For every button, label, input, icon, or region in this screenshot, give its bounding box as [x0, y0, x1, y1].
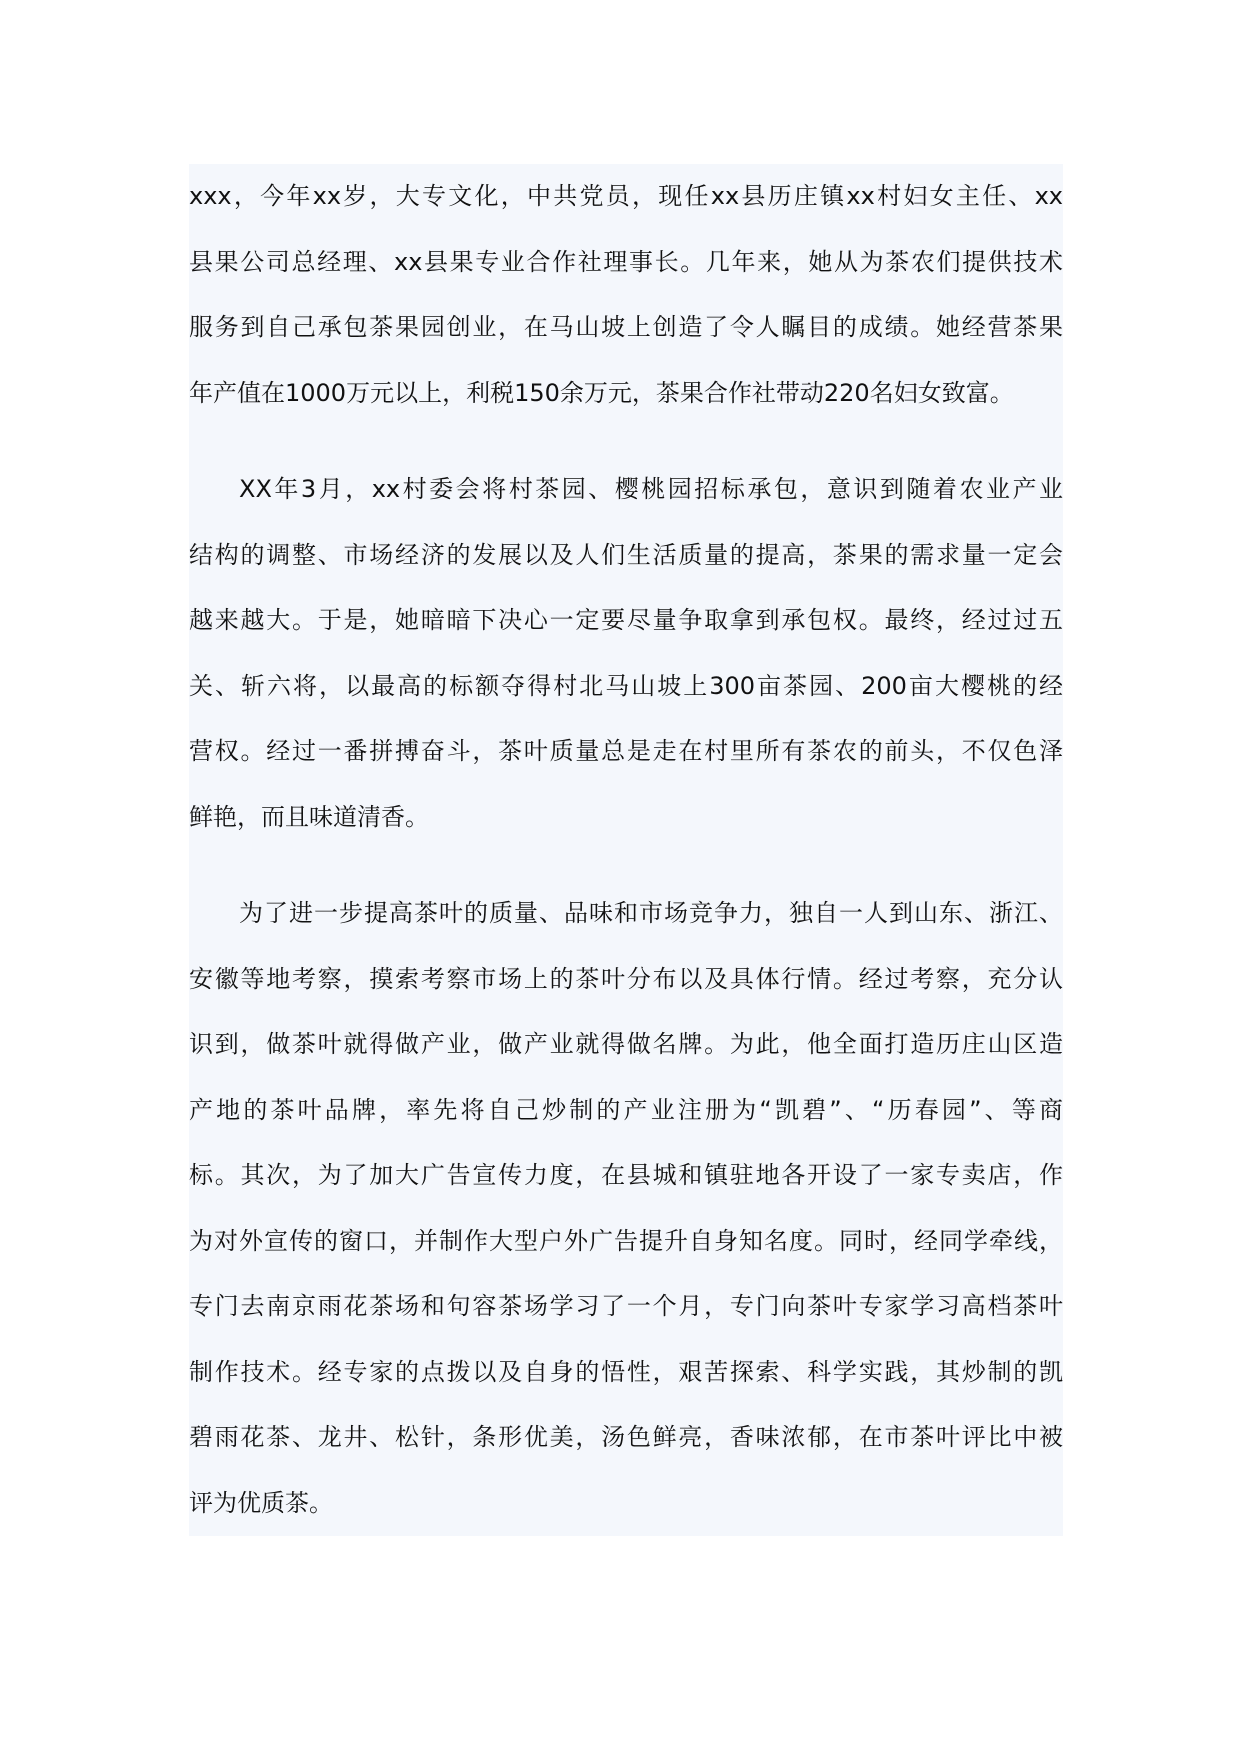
text-line: 县果公司总经理、xx县果专业合作社理事长。几年来，她从为茶农们提供技术 — [189, 247, 1063, 276]
text-line: 评为优质茶。 — [189, 1488, 333, 1517]
text-line: 标。其次，为了加大广告宣传力度，在县城和镇驻地各开设了一家专卖店，作 — [189, 1161, 1063, 1189]
document-body — [189, 164, 1063, 1536]
paragraph-1 — [189, 164, 1063, 426]
text-line: xxx，今年xx岁，大专文化，中共党员，现任xx县历庄镇xx村妇女主任、xx — [189, 182, 1063, 210]
text-line: 服务到自己承包茶果园创业，在马山坡上创造了令人瞩目的成绩。她经营茶果 — [189, 313, 1063, 341]
text-line: 为对外宣传的窗口，并制作大型户外广告提升自身知名度。同时，经同学牵线， — [189, 1226, 1063, 1255]
text-line: 专门去南京雨花茶场和句容茶场学习了一个月，专门向茶叶专家学习高档茶叶 — [189, 1292, 1063, 1320]
text-line: 越来越大。于是，她暗暗下决心一定要尽量争取拿到承包权。最终，经过过五 — [189, 606, 1063, 634]
text-line: 识到，做茶叶就得做产业，做产业就得做名牌。为此，他全面打造历庄山区造 — [189, 1030, 1063, 1058]
text-line: 碧雨花茶、龙井、松针，条形优美，汤色鲜亮，香味浓郁，在市茶叶评比中被 — [189, 1423, 1063, 1451]
paragraph-2 — [189, 457, 1063, 850]
text-line: 营权。经过一番拼搏奋斗，茶叶质量总是走在村里所有茶农的前头，不仅色泽 — [189, 737, 1063, 765]
text-line: 产地的茶叶品牌，率先将自己炒制的产业注册为“凯碧”、“历春园”、等商 — [189, 1095, 1063, 1124]
text-line: 关、斩六将，以最高的标额夺得村北马山坡上300亩茶园、200亩大樱桃的经 — [189, 671, 1063, 700]
text-line: 制作技术。经专家的点拨以及自身的悟性，艰苦探索、科学实践，其炒制的凯 — [189, 1357, 1063, 1386]
text-line: 安徽等地考察，摸索考察市场上的茶叶分布以及具体行情。经过考察，充分认 — [189, 964, 1063, 993]
text-line: 年产值在1000万元以上，利税150余万元，茶果合作社带动220名妇女致富。 — [189, 378, 1014, 407]
text-line: 鲜艳，而且味道清香。 — [189, 802, 429, 831]
text-line: XX年3月，xx村委会将村茶园、樱桃园招标承包，意识到随着农业产业 — [239, 475, 1063, 503]
text-line: 为了进一步提高茶叶的质量、品味和市场竞争力，独自一人到山东、浙江、 — [239, 899, 1063, 927]
text-line: 结构的调整、市场经济的发展以及人们生活质量的提高，茶果的需求量一定会 — [189, 540, 1063, 569]
paragraph-3 — [189, 881, 1063, 1536]
